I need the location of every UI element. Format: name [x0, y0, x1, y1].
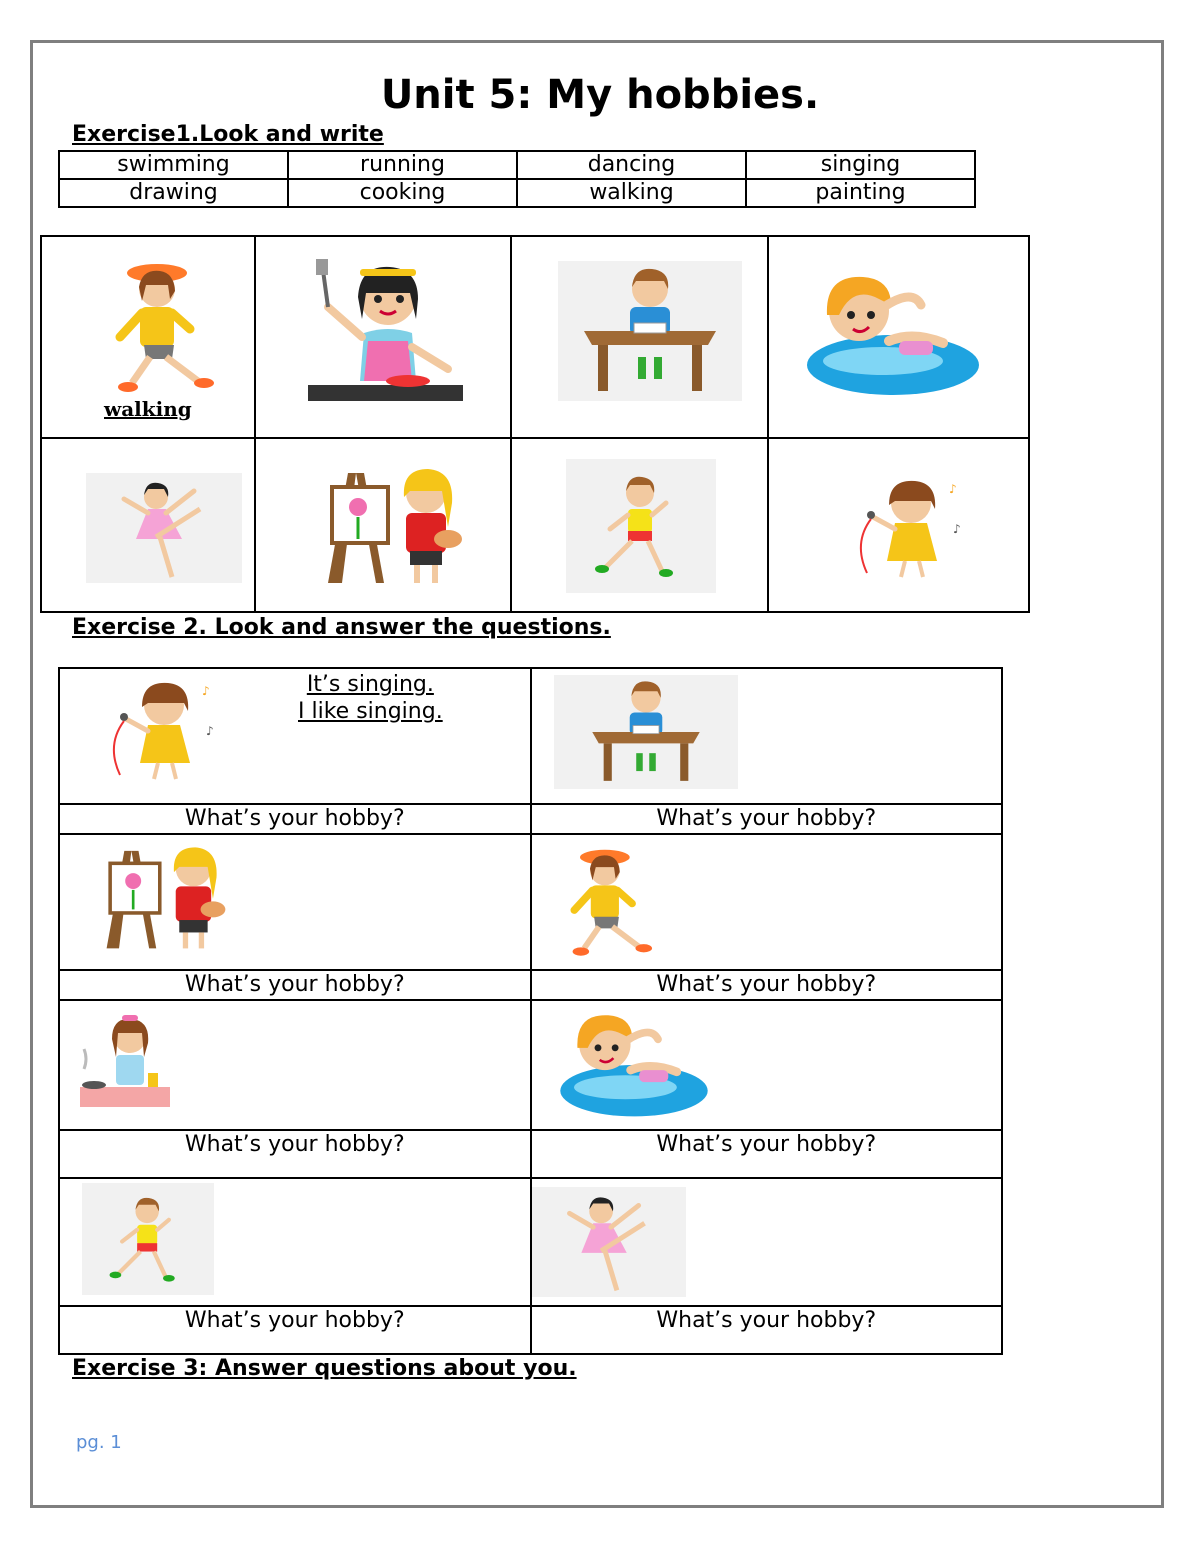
picture-cell-dancing	[41, 438, 255, 612]
hobby-question: What’s your hobby?	[59, 804, 531, 834]
hobby-question: What’s your hobby?	[531, 804, 1003, 834]
drawing-boy-icon	[558, 261, 742, 401]
picture-cell-drawing	[511, 236, 767, 438]
example-answer	[298, 671, 443, 725]
hobby-question: What’s your hobby?	[59, 1306, 531, 1354]
singing-girl-icon	[849, 473, 969, 583]
picture-cell-singing	[768, 438, 1029, 612]
walking-girl-icon	[554, 839, 664, 959]
exercise1-picture-grid	[40, 235, 1030, 613]
example-word-walking: walking	[104, 397, 192, 421]
running-boy-icon	[566, 459, 716, 593]
hobby-question: What’s your hobby?	[531, 1306, 1003, 1354]
hobby-question: What’s your hobby?	[531, 1130, 1003, 1178]
picture-cell-running	[511, 438, 767, 612]
page-number: pg. 1	[76, 1432, 122, 1453]
exercise2-heading: Exercise 2. Look and answer the questions.	[72, 615, 611, 640]
qa-picture-cell-singing	[59, 668, 531, 804]
swimming-girl-icon	[803, 265, 983, 405]
hobby-question: What’s your hobby?	[531, 970, 1003, 1000]
cooking-girl-icon	[308, 257, 463, 407]
picture-cell-swimming	[768, 236, 1029, 438]
word-bank-cell: painting	[746, 179, 975, 207]
qa-picture-cell-walking	[531, 834, 1003, 970]
svg-text:♪: ♪	[202, 684, 210, 698]
qa-picture-cell-swimming	[531, 1000, 1003, 1130]
example-answer-line: It’s singing.	[306, 672, 434, 697]
exercise2-question-table	[58, 667, 1003, 1355]
svg-text:♪: ♪	[948, 482, 957, 496]
qa-picture-cell-painting	[59, 834, 531, 970]
dancing-girl-icon	[532, 1187, 686, 1297]
qa-picture-cell-dancing	[531, 1178, 1003, 1306]
hobby-question: What’s your hobby?	[59, 970, 531, 1000]
painting-girl-icon	[80, 841, 236, 953]
singing-girl-icon	[102, 675, 222, 785]
svg-text:♪: ♪	[952, 522, 961, 536]
qa-picture-cell-cooking	[59, 1000, 531, 1130]
word-bank-table	[58, 150, 976, 208]
page-title: Unit 5: My hobbies.	[380, 72, 820, 118]
qa-picture-cell-drawing	[531, 668, 1003, 804]
running-boy-icon	[82, 1183, 214, 1295]
word-bank-cell: running	[288, 151, 517, 179]
word-bank-cell: dancing	[517, 151, 746, 179]
word-bank-cell: singing	[746, 151, 975, 179]
word-bank-cell: cooking	[288, 179, 517, 207]
walking-girl-icon	[102, 251, 222, 396]
swimming-girl-icon	[534, 1005, 734, 1125]
word-bank-cell: swimming	[59, 151, 288, 179]
qa-picture-cell-running	[59, 1178, 531, 1306]
exercise1-heading: Exercise1.Look and write	[72, 122, 384, 147]
svg-text:♪: ♪	[206, 724, 214, 738]
word-bank-cell: drawing	[59, 179, 288, 207]
picture-cell-painting	[255, 438, 511, 612]
dancing-girl-icon	[86, 473, 242, 583]
word-bank-cell: walking	[517, 179, 746, 207]
picture-cell-cooking	[255, 236, 511, 438]
hobby-question: What’s your hobby?	[59, 1130, 531, 1178]
drawing-boy-icon	[554, 675, 738, 789]
cooking-girl-icon	[78, 1009, 174, 1109]
picture-cell-walking	[41, 236, 255, 438]
painting-girl-icon	[298, 463, 474, 587]
example-answer-line: I like singing.	[298, 699, 443, 724]
exercise3-heading: Exercise 3: Answer questions about you.	[72, 1356, 577, 1381]
